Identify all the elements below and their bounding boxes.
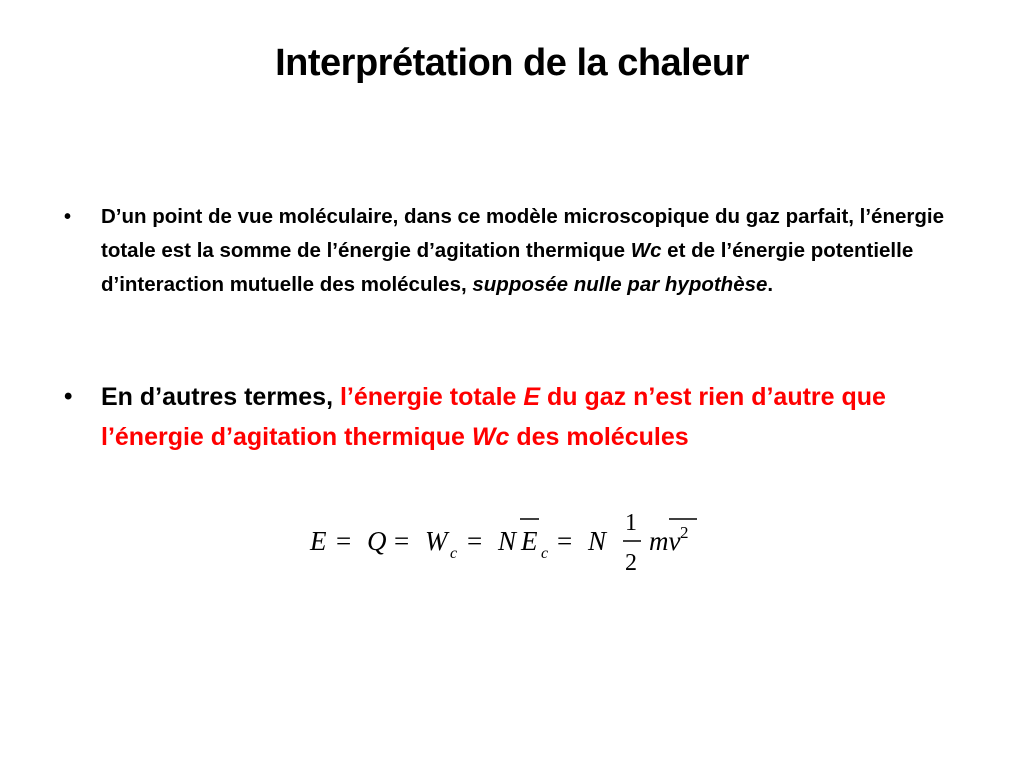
slide-title: Interprétation de la chaleur — [275, 42, 749, 84]
bullet-2-red-part2: du gaz n’est rien d’autre que l’énergie d’agitation thermique — [101, 383, 886, 451]
bullet-2-red-E: E — [523, 383, 541, 411]
formula-E: E — [310, 526, 327, 556]
bullet-2-red-wc: Wc — [471, 423, 510, 451]
formula-sub-c-1: c — [450, 545, 458, 562]
formula-eq-3: = — [467, 526, 483, 556]
formula-exponent: 2 — [680, 523, 689, 542]
bullet-1-part2: et de l’énergie potentielle d’interaction mutuelle des molécules, — [101, 239, 914, 296]
bullet-dot: • — [64, 206, 72, 228]
bullet-1-italic-tail: supposée nulle par hypothèse — [472, 273, 768, 296]
formula-eq-1: = — [336, 526, 352, 556]
formula-N-2: N — [588, 526, 607, 556]
bullet-1-end: . — [767, 273, 774, 296]
bullet-2-black: En d’autres termes, — [101, 383, 340, 411]
bullet-2-text — [101, 377, 981, 457]
formula-Q: Q — [367, 526, 387, 556]
bullet-1-part1: D’un point de vue moléculaire, dans ce modèle microscopique du gaz parfait, l’énergie totale est la somme de l’énergie d’agitation thermique — [101, 205, 944, 262]
bullet-2-red-part1: l’énergie totale — [339, 383, 524, 411]
bullet-dot: • — [64, 383, 73, 410]
formula-W: W — [425, 526, 448, 556]
bullet-1-wc: Wc — [630, 239, 662, 262]
formula-E-bar: E — [521, 526, 538, 556]
formula-numerator: 1 — [625, 510, 637, 536]
bullet-1-text — [101, 200, 981, 302]
energy-formula — [305, 500, 705, 580]
bullet-2-red-part3: des molécules — [509, 423, 689, 451]
formula-N-1: N — [498, 526, 517, 556]
formula-eq-2: = — [394, 526, 410, 556]
formula-eq-4: = — [557, 526, 573, 556]
formula-mv: mv — [649, 526, 681, 556]
formula-denominator: 2 — [625, 550, 637, 576]
formula-sub-c-2: c — [541, 545, 549, 562]
